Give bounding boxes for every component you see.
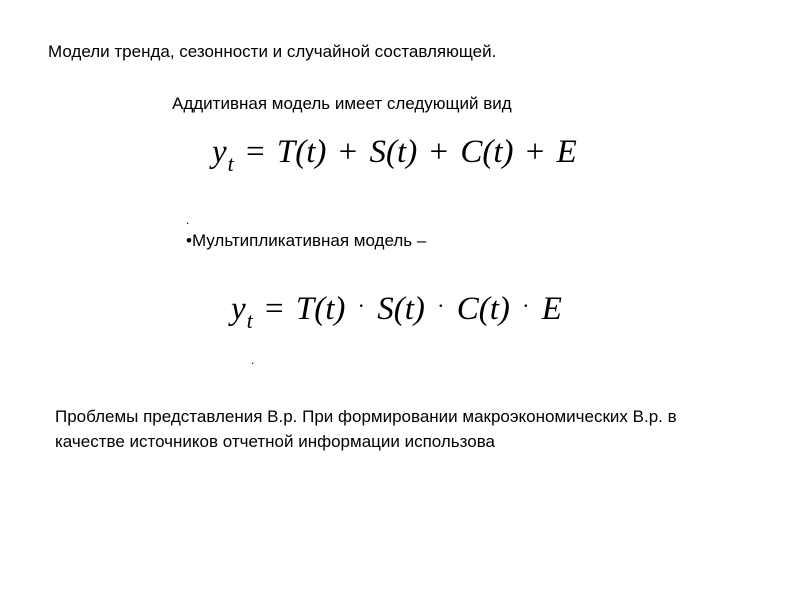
formula-equals: = [246,134,265,170]
problems-paragraph: Проблемы представления В.р. При формировании макроэкономических В.р. в качестве источников отчетной информации использова [55,407,677,451]
formula-operator: · [437,293,445,318]
additive-model-label: Аддитивная модель имеет следующий вид [172,94,512,113]
formula-term-error: E [541,291,562,327]
bullet-dot: . [186,213,190,227]
formula-operator: + [338,134,358,170]
multiplicative-model-label: •Мультипликативная модель – [186,231,427,250]
formula-operator: + [525,134,545,170]
formula-equals: = [265,291,284,327]
formula-operator: · [522,293,530,318]
formula-lhs: y [212,134,227,170]
formula-lhs-subscript: t [227,151,234,176]
additive-formula [212,132,577,175]
formula-lhs: y [231,291,246,327]
formula-term-cyclical: C(t) [456,291,510,327]
formula-term-trend: T(t) [295,291,346,327]
slide-heading: Модели тренда, сезонности и случайной составляющей. [48,42,497,61]
formula-term-seasonal: S(t) [369,134,418,170]
formula-term-cyclical: C(t) [460,134,514,170]
multiplicative-formula [231,289,562,332]
formula-term-error: E [556,134,577,170]
formula-term-trend: T(t) [276,134,327,170]
bullet-dot: . [251,353,255,367]
formula-lhs-subscript: t [246,308,253,333]
formula-operator: · [357,293,365,318]
formula-operator: + [429,134,449,170]
formula-term-seasonal: S(t) [377,291,425,327]
